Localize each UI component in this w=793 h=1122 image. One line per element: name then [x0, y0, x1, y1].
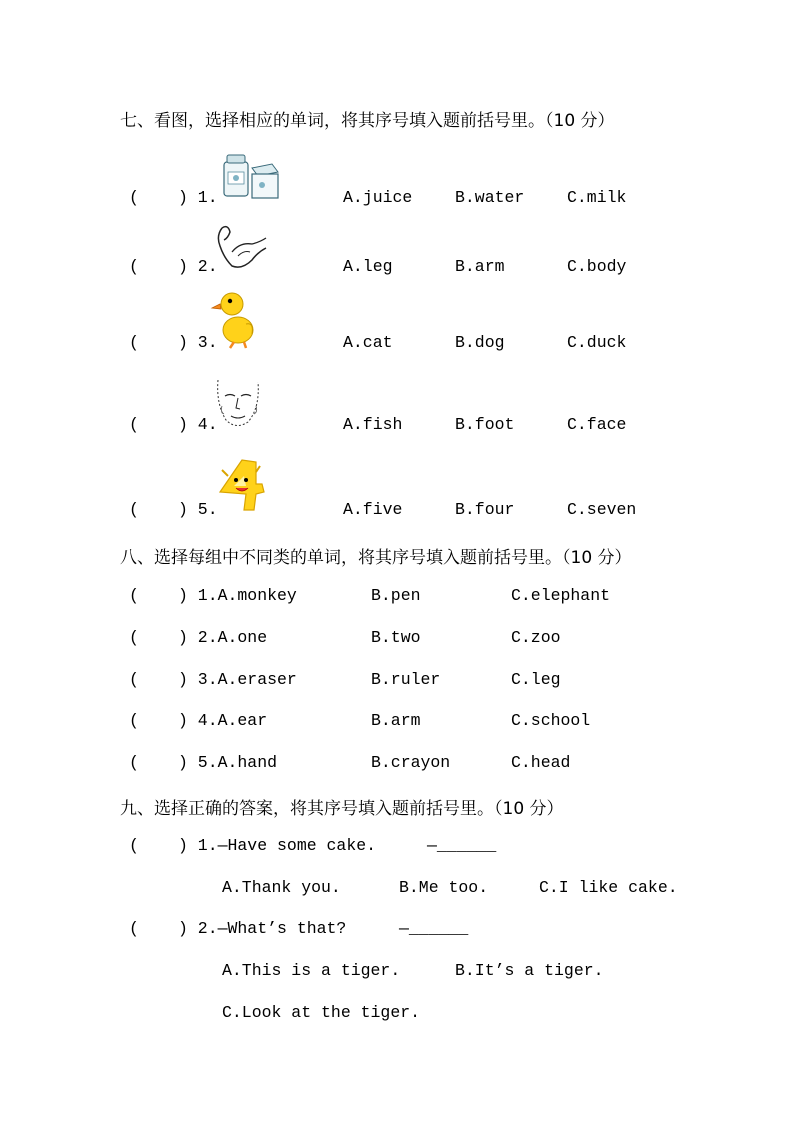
section-9-title: 九、选择正确的答案，将其序号填入题前括号里。（10 分）: [120, 799, 564, 819]
item-number-option-a: ) 4.A.ear: [178, 711, 268, 730]
section-8-title: 八、选择每组中不同类的单词，将其序号填入题前括号里。（10 分）: [120, 548, 632, 568]
arm-icon: [212, 222, 268, 272]
juice-boxes-icon: [220, 152, 282, 200]
option-c: C.I like cake.: [539, 878, 678, 897]
face-icon: [212, 376, 264, 432]
item-number: ) 4.: [178, 415, 218, 434]
s8-item-4: [0, 711, 793, 735]
option-b: B.four: [455, 500, 515, 519]
item-number-option-a: ) 1.A.monkey: [178, 586, 297, 605]
answer-bracket[interactable]: (: [129, 500, 139, 519]
answer-bracket[interactable]: (: [129, 188, 139, 207]
answer-bracket[interactable]: (: [129, 753, 139, 772]
question-text: ) 1.—Have some cake.: [178, 836, 377, 855]
answer-bracket[interactable]: (: [129, 711, 139, 730]
option-a: A.five: [343, 500, 403, 519]
option-c: C.head: [511, 753, 571, 772]
s8-item-1: [0, 586, 793, 610]
option-c: C.body: [567, 257, 627, 276]
answer-bracket[interactable]: (: [129, 586, 139, 605]
answer-bracket[interactable]: (: [129, 919, 139, 938]
option-a: A.This is a tiger.: [222, 961, 401, 980]
option-b: B.arm: [455, 257, 505, 276]
option-b: B.ruler: [371, 670, 441, 689]
s8-item-3: [0, 670, 793, 694]
option-c: C.Look at the tiger.: [222, 1003, 421, 1022]
option-a: A.fish: [343, 415, 403, 434]
s7-item-5: [0, 500, 793, 524]
option-b: B.dog: [455, 333, 505, 352]
answer-bracket[interactable]: (: [129, 628, 139, 647]
item-number: ) 3.: [178, 333, 218, 352]
option-b: B.crayon: [371, 753, 451, 772]
option-b: B.foot: [455, 415, 515, 434]
s7-item-3: [0, 333, 793, 357]
option-c: C.seven: [567, 500, 637, 519]
answer-blank: —______: [399, 919, 469, 938]
answer-bracket[interactable]: (: [129, 836, 139, 855]
answer-bracket[interactable]: (: [129, 257, 139, 276]
item-number: ) 2.: [178, 257, 218, 276]
s8-item-5: [0, 753, 793, 777]
item-number: ) 1.: [178, 188, 218, 207]
option-c: C.milk: [567, 188, 627, 207]
s9-question-2-options-row-2: [0, 1003, 793, 1027]
option-b: B.It’s a tiger.: [455, 961, 604, 980]
item-number-option-a: ) 2.A.one: [178, 628, 268, 647]
option-b: B.arm: [371, 711, 421, 730]
option-b: B.two: [371, 628, 421, 647]
item-number: ) 5.: [178, 500, 218, 519]
option-a: A.juice: [343, 188, 413, 207]
answer-blank: —______: [427, 836, 497, 855]
option-b: B.Me too.: [399, 878, 489, 897]
item-number-option-a: ) 3.A.eraser: [178, 670, 297, 689]
answer-bracket[interactable]: (: [129, 670, 139, 689]
option-c: C.duck: [567, 333, 627, 352]
s9-question-2-options-row-1: [0, 961, 793, 985]
option-a: A.leg: [343, 257, 393, 276]
option-c: C.zoo: [511, 628, 561, 647]
option-c: C.leg: [511, 670, 561, 689]
s9-question-1-options: [0, 878, 793, 902]
section-7-title: 七、看图，选择相应的单词，将其序号填入题前括号里。（10 分）: [120, 111, 615, 131]
number-four-icon: [212, 456, 268, 514]
option-a: A.cat: [343, 333, 393, 352]
option-b: B.water: [455, 188, 525, 207]
s9-question-2: [0, 919, 793, 943]
s8-item-2: [0, 628, 793, 652]
s7-item-1: [0, 188, 793, 212]
duck-icon: [210, 288, 258, 350]
answer-bracket[interactable]: (: [129, 333, 139, 352]
answer-bracket[interactable]: (: [129, 415, 139, 434]
option-b: B.pen: [371, 586, 421, 605]
item-number-option-a: ) 5.A.hand: [178, 753, 278, 772]
option-c: C.face: [567, 415, 627, 434]
s9-question-1: [0, 836, 793, 860]
question-text: ) 2.—What’s that?: [178, 919, 347, 938]
option-c: C.school: [511, 711, 591, 730]
s7-item-4: [0, 415, 793, 439]
s7-item-2: [0, 257, 793, 281]
option-a: A.Thank you.: [222, 878, 341, 897]
option-c: C.elephant: [511, 586, 611, 605]
